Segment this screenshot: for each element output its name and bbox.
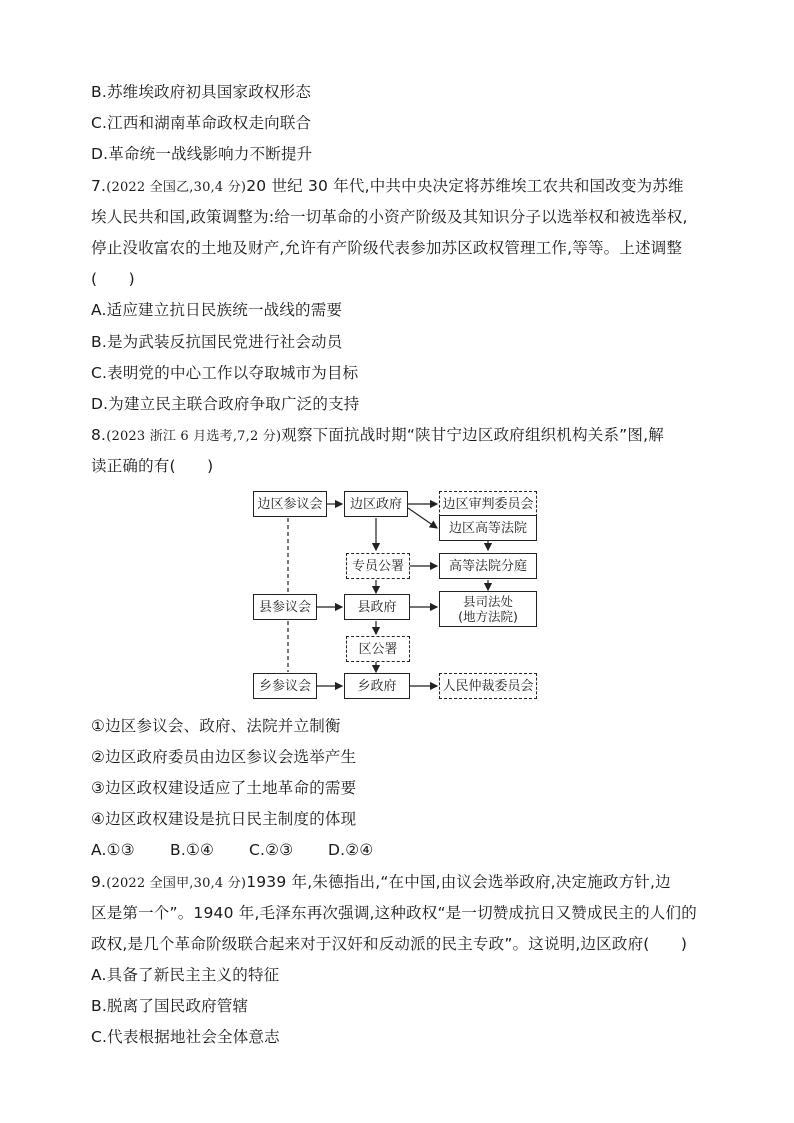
box-county-judicial (439, 591, 537, 627)
q8-option-d: D.②④ (328, 841, 374, 859)
q8-statement-1: ①边区参议会、政府、法院并立制衡 (91, 717, 341, 735)
q7-number: 7. (91, 177, 107, 195)
q8-stem-text1: 观察下面抗战时期“陕甘宁边区政府组织机构关系”图,解 (281, 426, 664, 444)
box-high-court-branch: 高等法院分庭 (439, 553, 537, 579)
q7-answer-blank: ( ) (91, 270, 135, 288)
q7-stem-line3: 停止没收富农的土地及财产,允许有产阶级代表参加苏区政权管理工作,等等。上述调整 (91, 239, 683, 257)
q9-option-b: B.脱离了国民政府管辖 (91, 997, 249, 1015)
q8-statement-2: ②边区政府委员由边区参议会选举产生 (91, 748, 357, 766)
q7-option-c: C.表明党的中心工作以夺取城市为目标 (91, 364, 359, 382)
q9-stem-line3: 政权,是几个革命阶级联合起来对于汉奸和反动派的民主专政”。这说明,边区政府( ) (91, 935, 688, 953)
box-commissioner-office: 专员公署 (346, 553, 410, 579)
q8-statement-3: ③边区政权建设适应了土地革命的需要 (91, 779, 357, 797)
q8-number: 8. (91, 426, 107, 444)
q7-stem-line1 (91, 176, 684, 198)
box-district-office: 区公署 (346, 636, 410, 662)
q9-stem-text1: 1939 年,朱德指出,“在中国,由议会选举政府,决定施政方针,边 (246, 873, 671, 891)
q6-option-c: C.江西和湖南革命政权走向联合 (91, 114, 312, 132)
q8-options-row (91, 840, 373, 860)
q8-option-b: B.①④ (170, 841, 215, 859)
box-township-gov: 乡政府 (344, 673, 410, 699)
q9-stem-line2: 区是第一个”。1940 年,毛泽东再次强调,这种政权“是一切赞成抗日又赞成民主的人们的 (91, 904, 697, 922)
q6-option-b: B.苏维埃政府初具国家政权形态 (91, 83, 312, 101)
box-border-high-court: 边区高等法院 (439, 515, 537, 541)
q7-source: (2022 全国乙,30,4 分) (106, 180, 247, 195)
q8-source: (2023 浙江 6 月选考,7,2 分) (106, 429, 282, 444)
county-judicial-line2: (地方法院) (458, 609, 518, 624)
q9-option-a: A.具备了新民主主义的特征 (91, 966, 280, 984)
q8-statement-4: ④边区政权建设是抗日民主制度的体现 (91, 810, 357, 828)
q7-stem-text1: 20 世纪 30 年代,中共中央决定将苏维埃工农共和国改变为苏维 (246, 177, 684, 195)
q8-option-c: C.②③ (249, 841, 294, 859)
q7-option-b: B.是为武装反抗国民党进行社会动员 (91, 333, 343, 351)
box-border-gov: 边区政府 (344, 491, 408, 517)
q9-stem-line1 (91, 872, 671, 894)
q9-number: 9. (91, 873, 107, 891)
q9-option-c: C.代表根据地社会全体意志 (91, 1028, 280, 1046)
county-judicial-line1: 县司法处 (462, 594, 513, 609)
arrow-gov-to-highcourt (408, 508, 437, 528)
q6-option-d: D.革命统一战线影响力不断提升 (91, 145, 313, 163)
box-border-council: 边区参议会 (253, 491, 327, 517)
q8-option-a: A.①③ (91, 841, 135, 859)
q8-stem-line1 (91, 425, 664, 447)
q8-stem-line2: 读正确的有( ) (91, 457, 214, 475)
box-township-council: 乡参议会 (253, 673, 317, 699)
q7-option-a: A.适应建立抗日民族统一战线的需要 (91, 301, 343, 319)
box-border-trial-committee: 边区审判委员会 (439, 491, 537, 517)
q7-option-d: D.为建立民主联合政府争取广泛的支持 (91, 395, 360, 413)
box-arbitration-committee: 人民仲裁委员会 (439, 673, 537, 699)
q9-source: (2022 全国甲,30,4 分) (106, 876, 247, 891)
q7-stem-line2: 埃人民共和国,政策调整为:给一切革命的小资产阶级及其知识分子以选举权和被选举权, (91, 208, 688, 226)
box-county-gov: 县政府 (344, 594, 410, 620)
box-county-council: 县参议会 (253, 594, 317, 620)
org-structure-diagram (250, 488, 550, 708)
